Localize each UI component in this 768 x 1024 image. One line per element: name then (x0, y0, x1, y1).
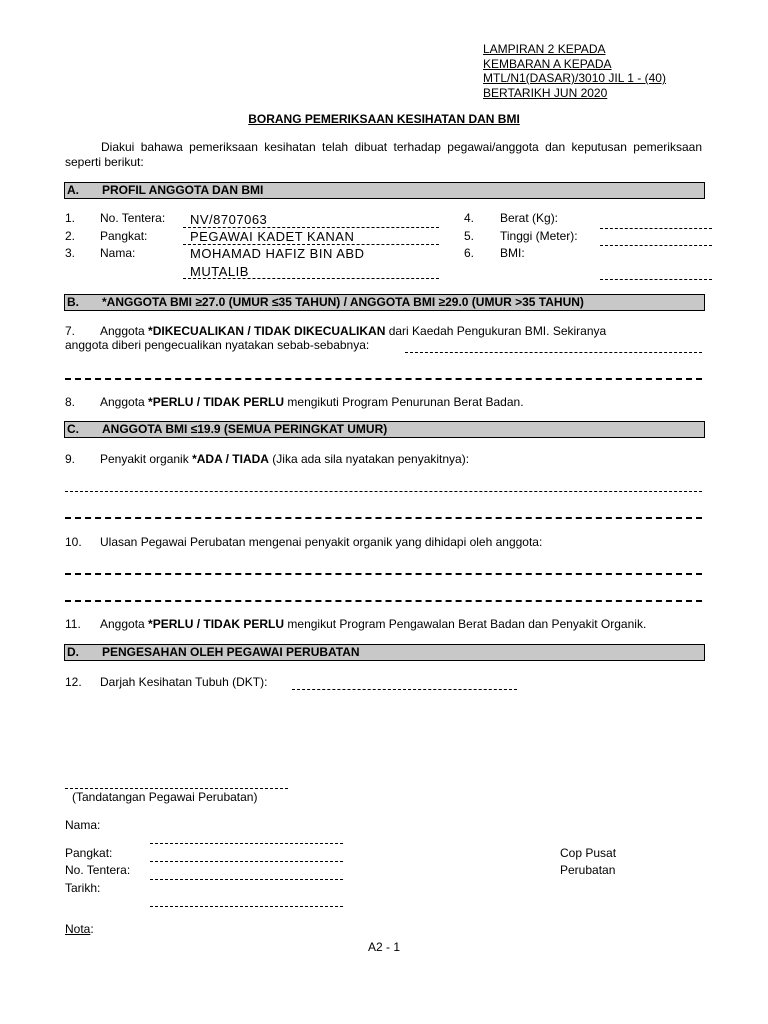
dkt-line[interactable] (292, 689, 517, 690)
field-label-berat: Berat (Kg): (500, 211, 559, 225)
item-11-text (100, 617, 646, 631)
item-number: 9. (65, 452, 76, 466)
field-line (183, 278, 439, 279)
item-7-options[interactable]: *DIKECUALIKAN / TIDAK DIKECUALIKAN (148, 324, 386, 338)
sig-no-tentera-line[interactable] (150, 879, 343, 880)
answer-line[interactable] (405, 352, 702, 353)
reference-block (483, 42, 666, 100)
section-letter: B. (67, 295, 79, 309)
sig-pangkat-label: Pangkat: (65, 846, 113, 860)
field-value-nama-line2[interactable]: MUTALIB (190, 264, 249, 279)
item-number: 12. (65, 675, 82, 689)
answer-line[interactable] (65, 517, 702, 519)
item-7-text (100, 324, 606, 338)
form-title: BORANG PEMERIKSAAN KESIHATAN DAN BMI (248, 112, 520, 126)
answer-line[interactable] (65, 491, 702, 492)
sig-nama-label: Nama: (65, 818, 101, 832)
field-value-no-tentera[interactable]: NV/8707063 (190, 212, 268, 227)
nota-label: Nota: (65, 922, 94, 936)
item-11-pre: Anggota (100, 617, 149, 631)
item-12-label: Darjah Kesihatan Tubuh (DKT): (100, 675, 268, 689)
section-title: ANGGOTA BMI ≤19.9 (SEMUA PERINGKAT UMUR) (102, 422, 388, 436)
item-number: 4. (464, 211, 475, 225)
item-11-options[interactable]: *PERLU / TIDAK PERLU (148, 617, 285, 631)
item-9-options[interactable]: *ADA / TIADA (192, 452, 269, 466)
item-number: 1. (65, 211, 76, 225)
item-7-line2: anggota diberi pengecualikan nyatakan sebab-sebabnya: (65, 338, 370, 352)
item-8-options[interactable]: *PERLU / TIDAK PERLU (148, 395, 285, 409)
item-number: 2. (65, 229, 76, 243)
section-a-header (64, 182, 705, 199)
sig-nama-line[interactable] (150, 843, 343, 844)
signature-line[interactable] (65, 788, 288, 789)
ref-line: LAMPIRAN 2 KEPADA (483, 42, 606, 56)
section-c-header (64, 421, 705, 438)
field-label-no-tentera: No. Tentera: (100, 211, 166, 225)
item-number: 10. (65, 535, 82, 549)
field-label-tinggi: Tinggi (Meter): (500, 229, 578, 243)
item-number: 8. (65, 395, 76, 409)
field-line-berat[interactable] (600, 228, 712, 229)
sig-tarikh-label: Tarikh: (65, 881, 101, 895)
item-number: 7. (65, 324, 76, 338)
field-label-pangkat: Pangkat: (100, 229, 148, 243)
item-9-text (100, 452, 469, 466)
field-value-pangkat[interactable]: PEGAWAI KADET KANAN (190, 229, 355, 244)
answer-line[interactable] (65, 600, 702, 602)
ref-line: MTL/N1(DASAR)/3010 JIL 1 - (40) (483, 71, 666, 85)
nota-text: Nota (65, 922, 91, 936)
item-10-text: Ulasan Pegawai Perubatan mengenai penyakit organik yang dihidapi oleh anggota: (100, 535, 543, 549)
item-8-post: mengikuti Program Penurunan Berat Badan. (284, 395, 524, 409)
item-number: 5. (464, 229, 475, 243)
item-7-pre: Anggota (100, 324, 149, 338)
section-title: PROFIL ANGGOTA DAN BMI (102, 183, 264, 197)
field-label-bmi: BMI: (500, 246, 525, 260)
item-number: 11. (65, 617, 81, 631)
item-11-post: mengikut Program Pengawalan Berat Badan dan Penyakit Organik. (284, 617, 647, 631)
signature-caption: (Tandatangan Pegawai Perubatan) (72, 790, 258, 804)
section-letter: C. (67, 422, 79, 436)
section-title: *ANGGOTA BMI ≥27.0 (UMUR ≤35 TAHUN) / ANGGOTA BMI ≥29.0 (UMUR >35 TAHUN) (102, 295, 584, 309)
item-number: 3. (65, 246, 76, 260)
field-line (183, 227, 439, 228)
sig-tarikh-line[interactable] (150, 906, 343, 907)
section-letter: A. (67, 183, 79, 197)
page-footer: A2 - 1 (367, 940, 400, 954)
field-line-bmi[interactable] (600, 279, 712, 280)
intro-paragraph: Diakui bahawa pemeriksaan kesihatan telah dibuat terhadap pegawai/anggota dan keputusan pemeriksaan seperti berikut: (65, 140, 702, 169)
field-line-tinggi[interactable] (600, 245, 712, 246)
item-8-text (100, 395, 524, 409)
item-8-pre: Anggota (100, 395, 149, 409)
field-line (183, 244, 439, 245)
section-letter: D. (67, 645, 79, 659)
field-label-nama: Nama: (100, 246, 136, 260)
cop-label-line1: Cop Pusat (560, 846, 617, 860)
ref-line: BERTARIKH JUN 2020 (483, 85, 608, 100)
field-value-nama[interactable]: MOHAMAD HAFIZ BIN ABD (190, 246, 365, 261)
cop-label-line2: Perubatan (560, 863, 616, 877)
sig-pangkat-line[interactable] (150, 861, 343, 862)
section-title: PENGESAHAN OLEH PEGAWAI PERUBATAN (102, 645, 360, 659)
ref-line: KEMBARAN A KEPADA (483, 56, 612, 71)
item-9-pre: Penyakit organik (100, 452, 193, 466)
item-9-post: (Jika ada sila nyatakan penyakitnya): (268, 452, 470, 466)
answer-line[interactable] (65, 378, 702, 380)
section-d-header (64, 644, 705, 661)
sig-no-tentera-label: No. Tentera: (65, 863, 131, 877)
item-number: 6. (464, 246, 475, 260)
answer-line[interactable] (65, 573, 702, 575)
section-b-header (64, 294, 705, 311)
item-7-post: dari Kaedah Pengukuran BMI. Sekiranya (385, 324, 607, 338)
